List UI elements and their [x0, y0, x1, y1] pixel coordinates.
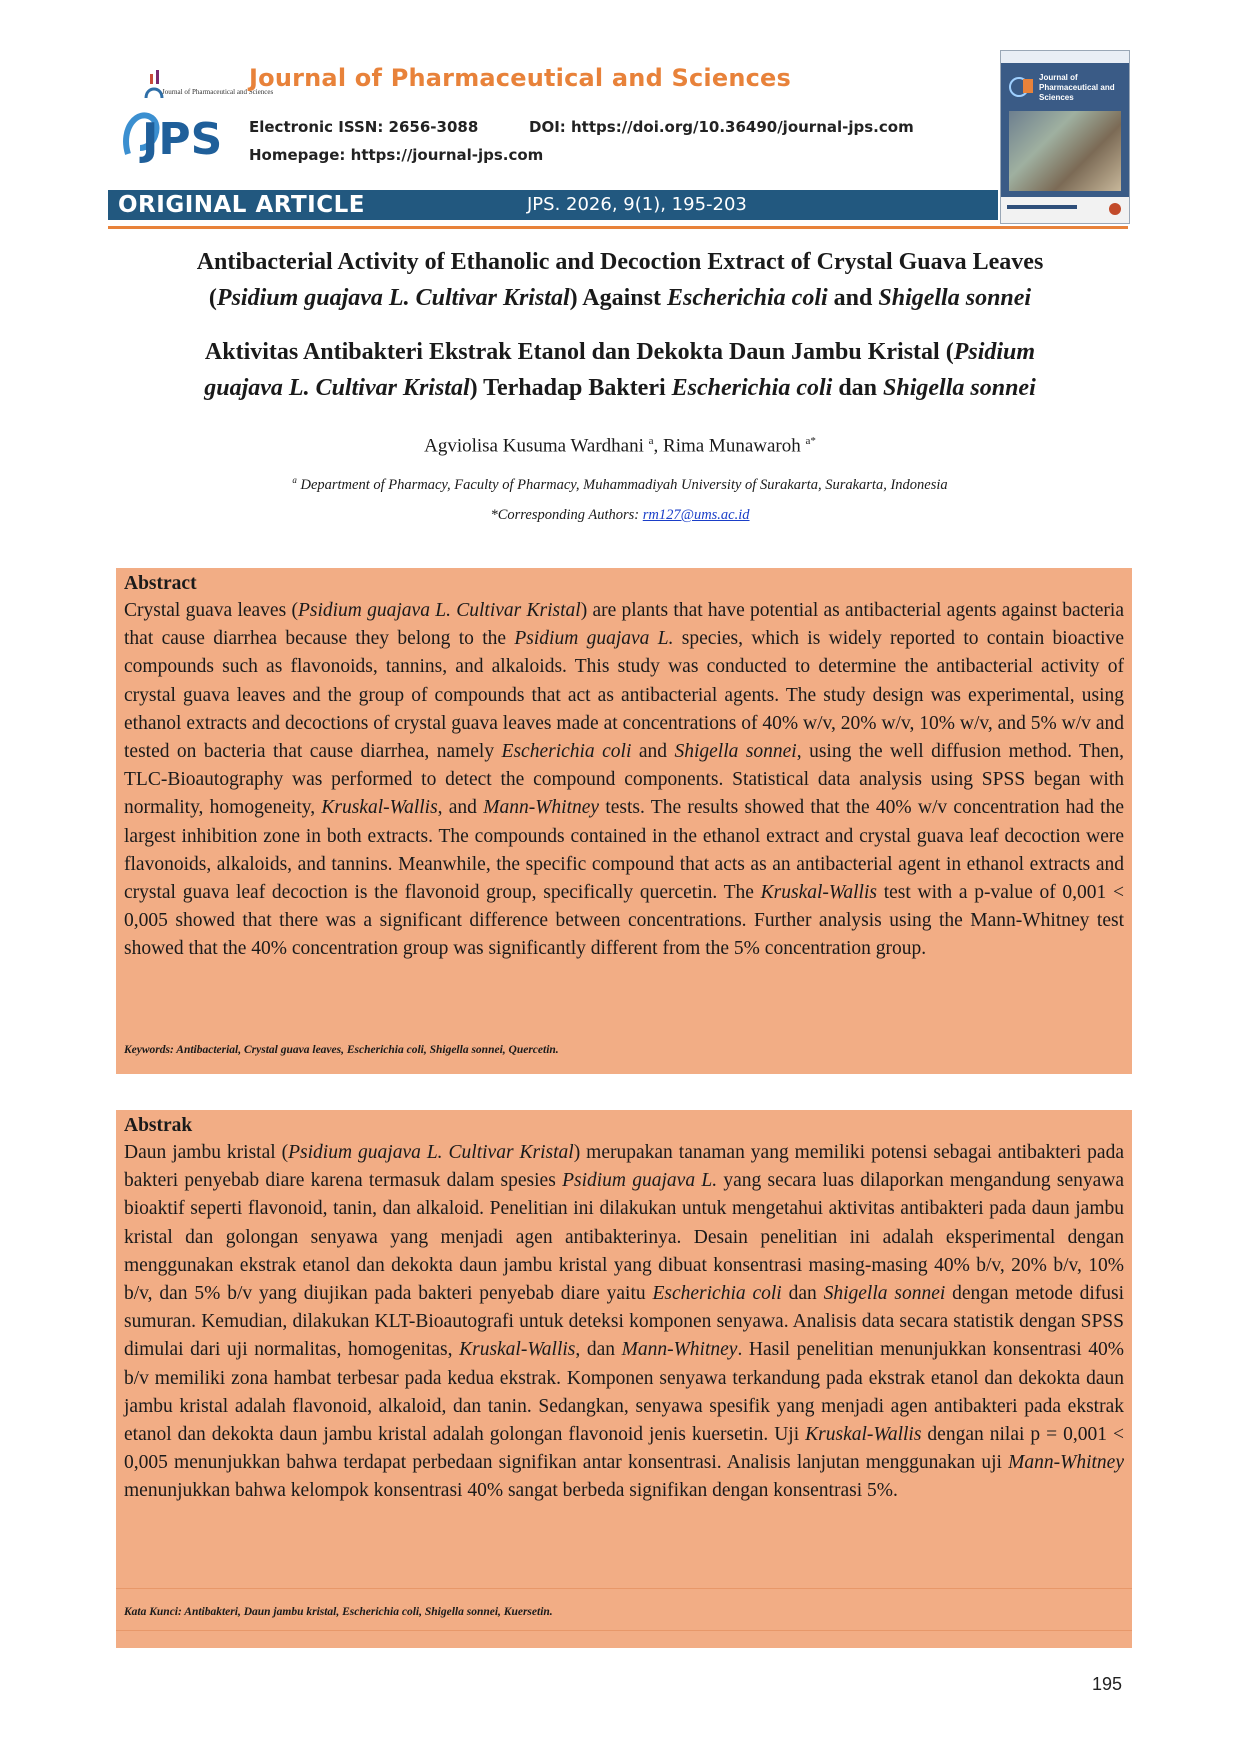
doi: DOI: https://doi.org/10.36490/journal-jps.com — [529, 118, 914, 136]
homepage: Homepage: https://journal-jps.com — [249, 146, 544, 164]
journal-logo — [118, 68, 274, 168]
page-number: 195 — [1092, 1674, 1123, 1694]
cover-footer — [1001, 197, 1129, 223]
keywords-divider-top — [116, 1588, 1132, 1589]
keywords: Keywords: Antibacterial, Crystal guava leaves, Escherichia coli, Shigella sonnei, Quercetin. — [124, 1044, 559, 1056]
cover-photo — [1009, 111, 1121, 191]
abstract-english — [116, 568, 1132, 1074]
logo-caption: Journal of Pharmaceutical and Sciences — [162, 88, 274, 96]
citation: JPS. 2026, 9(1), 195-203 — [527, 194, 747, 215]
abstrak-heading: Abstrak — [124, 1115, 193, 1136]
abstrak-body: Daun jambu kristal (Psidium guajava L. Cultivar Kristal) merupakan tanaman yang memiliki potensi sebagai antibakteri pada bakteri penyebab diare karena termasuk dalam spesies Psidium guajava L. yang secara luas dilaporkan mengandung senyawa bioaktif seperti flavonoid, tanin, dan alkaloid. Penelitian ini dilakukan untuk mengetahui aktivitas antibakteri pada daun jambu kristal dan golongan senyawa yang menjadi agen antibakterinya. Desain penelitian ini adalah eksperimental dengan menggunakan ekstrak etanol dan dekokta daun jambu kristal yang dibuat konsentrasi masing-masing 40% b/v, 20% b/v, 10% b/v, dan 5% b/v yang diujikan pada bakteri penyebab diare yaitu Escherichia coli dan Shigella sonnei dengan metode difusi sumuran. Kemudian, dilakukan KLT-Bioautografi untuk deteksi komponen senyawa. Analisis data secara statistik dengan SPSS dimulai dari uji normalitas, homogenitas, Kruskal-Wallis, dan Mann-Whitney. Hasil penelitian menunjukkan konsentrasi 40% b/v memiliki zona hambat terbesar pada kedua ekstrak. Komponen senyawa terkandung pada ekstrak etanol dan dekokta daun jambu kristal adalah flavonoid, alkaloid, dan tanin. Sedangkan, senyawa spesifik yang menjadi agen antibakteri pada ekstrak etanol dan dekokta daun jambu kristal adalah golongan flavonoid jenis kuersetin. Uji Kruskal-Wallis dengan nilai p = 0,001 < 0,005 menunjukkan bahwa terdapat perbedaan signifikan antar konsentrasi. Analisis lanjutan menggunakan uji Mann-Whitney menunjukkan bahwa kelompok konsentrasi 40% sangat berbeda signifikan dengan konsentrasi 5%. — [124, 1142, 1124, 1502]
affiliation: $^a$ Department of Pharmacy, Faculty of Pharmacy, Muhammadiyah University of Surakarta, Surakarta, Indonesia — [292, 475, 948, 493]
journal-cover-image — [1000, 50, 1130, 224]
title-indonesian — [120, 334, 1120, 406]
cover-title: Journal of Pharmaceutical and Sciences — [1039, 73, 1115, 102]
abstract-body: Crystal guava leaves (Psidium guajava L. Cultivar Kristal) are plants that have potential as antibacterial agents against bacteria that cause diarrhea because they belong to the Psidium guajava L. species, which is widely reported to contain bioactive compounds such as flavonoids, tannins, and alkaloids. This study was conducted to determine the antibacterial activity of crystal guava leaves and the group of compounds that act as antibacterial agents. The study design was experimental, using ethanol extracts and decoctions of crystal guava leaves made at concentrations of 40% w/v, 20% w/v, 10% w/v, and 5% w/v and tested on bacteria that cause diarrhea, namely Escherichia coli and Shigella sonnei, using the well diffusion method. Then, TLC-Bioautography was performed to detect the compound components. Statistical data analysis using SPSS began with normality, homogeneity, Kruskal-Wallis, and Mann-Whitney tests. The results showed that the 40% w/v concentration had the largest inhibition zone in both extracts. The compounds contained in the ethanol extract and crystal guava leaf decoction were flavonoids, alkaloids, and tannins. Meanwhile, the specific compound that acts as an antibacterial agent in ethanol extracts and crystal guava leaf decoction is the flavonoid group, specifically quercetin. The Kruskal-Wallis test with a p-value of 0,001 < 0,005 showed that there was a significant difference between concentrations. Further analysis using the Mann-Whitney test showed that the 40% concentration group was significantly different from the 5% concentration group. — [124, 600, 1125, 960]
title-english — [120, 244, 1120, 316]
journal-title: Journal of Pharmaceutical and Sciences — [249, 64, 791, 92]
keywords-divider-bottom — [116, 1630, 1132, 1631]
eissn: Electronic ISSN: 2656-3088 — [249, 118, 479, 136]
abstract-indonesian — [116, 1110, 1132, 1648]
title-id-line1: Aktivitas Antibakteri Ekstrak Etanol dan Dekokta Daun Jambu Kristal (Psidium — [204, 339, 1036, 365]
logo-letters: JPS — [142, 114, 223, 165]
header-divider — [108, 226, 1128, 229]
cover-logo-icon — [1009, 73, 1037, 99]
title-en-line1: Antibacterial Activity of Ethanolic and Decoction Extract of Crystal Guava Leaves — [196, 249, 1044, 275]
kata-kunci: Kata Kunci: Antibakteri, Daun jambu kristal, Escherichia coli, Shigella sonnei, Kuersetin. — [124, 1606, 553, 1618]
title-id-line2: guajava L. Cultivar Kristal) Terhadap Bakteri Escherichia coli dan Shigella sonnei — [204, 375, 1036, 401]
abstract-heading: Abstract — [124, 573, 197, 594]
email-link[interactable]: rm127@ums.ac.id — [642, 507, 750, 523]
logo-flask-icon — [146, 70, 162, 98]
author-list: Agviolisa Kusuma Wardhani $^a$, Rima Munawaroh $^{a*}$ — [424, 435, 816, 457]
corresponding-author: *Corresponding Authors: rm127@ums.ac.id — [490, 507, 750, 523]
article-type: ORIGINAL ARTICLE — [118, 192, 365, 218]
title-en-line2: (Psidium guajava L. Cultivar Kristal) Against Escherichia coli and Shigella sonnei — [208, 285, 1032, 311]
